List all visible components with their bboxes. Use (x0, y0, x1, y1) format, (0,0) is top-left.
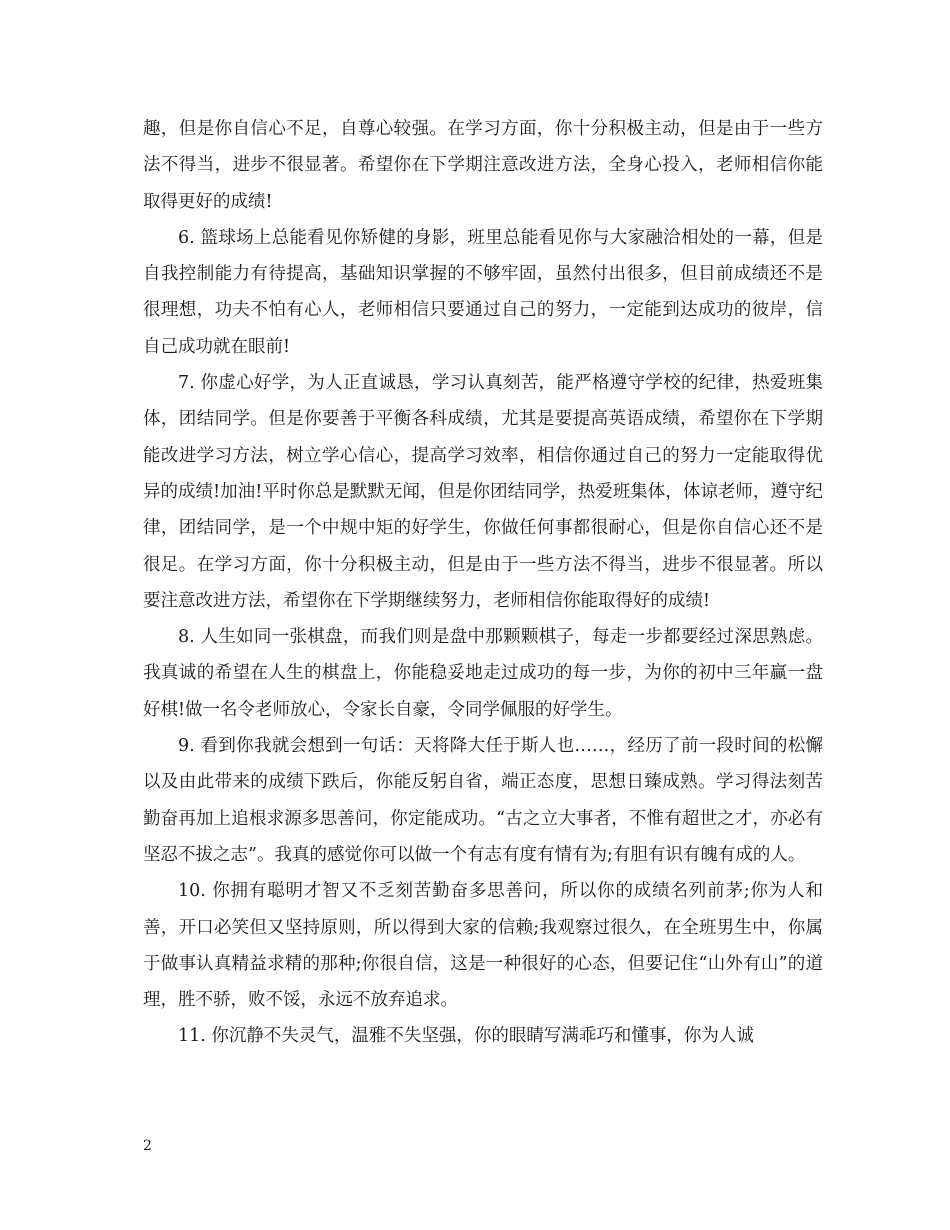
paragraph-item-11: 11. 你沉静不失灵气，温雅不失坚强，你的眼睛写满乖巧和懂事，你为人诚 (178, 1026, 754, 1047)
paragraph-continued: 趣，但是你自信心不足，自尊心较强。在学习方面，你十分积极主动，但是由于一些方法不得当，进步不很显著。希望你在下学期注意改进方法，全身心投入，老师相信你能取得更好的成绩! (143, 119, 823, 212)
paragraph-item-8: 8. 人生如同一张棋盘，而我们则是盘中那颗颗棋子，每走一步都要经过深思熟虑。我真诚的希望在人生的棋盘上，你能稳妥地走过成功的每一步，为你的初中三年赢一盘好棋!做一名令老师放心，令家长自豪，令同学佩服的好学生。 (143, 627, 823, 720)
page-number: 2 (143, 1138, 152, 1154)
document-body (143, 111, 823, 1055)
paragraph-item-9: 9. 看到你我就会想到一句话：天将降大任于斯人也……，经历了前一段时间的松懈以及由此带来的成绩下跌后，你能反躬自省，端正态度，思想日臻成熟。学习得法刻苦勤奋再加上追根求源多思善问，你定能成功。“古之立大事者，不惟有超世之才，亦必有坚忍不拔之志”。我真的感觉你可以做一个有志有度有情有为;有胆有识有魄有成的人。 (143, 736, 823, 865)
paragraph-item-10: 10. 你拥有聪明才智又不乏刻苦勤奋多思善问，所以你的成绩名列前茅;你为人和善，开口必笑但又坚持原则，所以得到大家的信赖;我观察过很久，在全班男生中，你属于做事认真精益求精的那种;你很自信，这是一种很好的心态，但要记住“山外有山”的道理，胜不骄，败不馁，永远不放弃追求。 (143, 881, 823, 1011)
paragraph-item-7: 7. 你虚心好学，为人正直诚恳，学习认真刻苦，能严格遵守学校的纪律，热爱班集体，团结同学。但是你要善于平衡各科成绩，尤其是要提高英语成绩，希望你在下学期能改进学习方法，树立学心信心，提高学习效率，相信你通过自己的努力一定能取得优异的成绩!加油!平时你总是默默无闻，但是你团结同学，热爱班集体，体谅老师，遵守纪律，团结同学，是一个中规中矩的好学生，你做任何事都很耐心，但是你自信心还不是很足。在学习方面，你十分积极主动，但是由于一些方法不得当，进步不很显著。所以要注意改进方法，希望你在下学期继续努力，老师相信你能取得好的成绩! (143, 373, 823, 611)
paragraph-item-6: 6. 篮球场上总能看见你矫健的身影，班里总能看见你与大家融洽相处的一幕，但是自我控制能力有待提高，基础知识掌握的不够牢固，虽然付出很多，但目前成绩还不是很理想，功夫不怕有心人，老师相信只要通过自己的努力，一定能到达成功的彼岸，信自己成功就在眼前! (143, 227, 823, 357)
